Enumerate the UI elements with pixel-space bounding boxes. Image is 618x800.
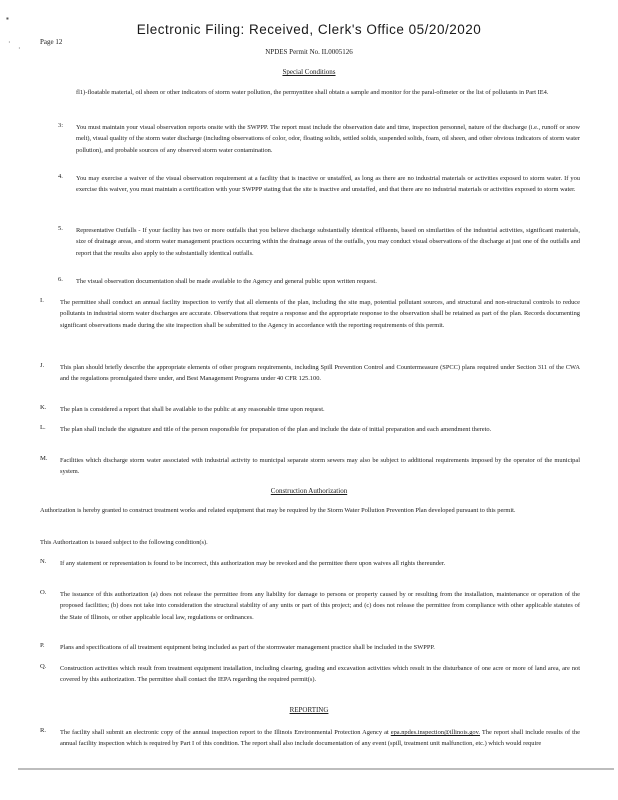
list-item: You must maintain your visual observation reports onsite with the SWPPP. The report must include the observation date and time, inspection personnel, nature of the discharge (i.e., runoff or snow melt), visual quality of the storm water discharge (including observations of color, odor, floating solids, settled solids, suspended solids, foam, oil sheen, and other obvious indicators of storm water pollution), and probable sources of any observed storm water contamination. — [76, 124, 580, 154]
filing-stamp: Electronic Filing: Received, Clerk's Office 05/20/2020 — [136, 22, 482, 37]
item-marker: O. — [40, 589, 47, 596]
list-item: The permittee shall conduct an annual facility inspection to verify that all elements of the plan, including the site map, potential pollutant sources, and structural and non-structural controls to reduce pollutants in industrial storm water discharges are accurate. Observations that require a response and the appropriate response to the observation shall be retained as part of the plan. Records documenting significant observations made during the site inspection shall be submitted to the Agency in accordance with the reporting requirements of this permit. — [60, 299, 580, 329]
list-item: Representative Outfalls - If your facility has two or more outfalls that you believe discharge substantially identical effluents, based on similarities of the industrial activities, significant materials, size of drainage areas, and storm water management practices occurring within the drainage areas of the outfalls, you may conduct visual observations of the discharge at just one of the outfalls and report that the results also apply to the substantially identical outfalls. — [76, 227, 580, 257]
list-item: The plan is considered a report that shall be available to the public at any reasonable time upon request. — [60, 406, 325, 413]
section-heading-construction: Construction Authorization — [270, 487, 348, 495]
permit-number: NPDES Permit No. IL0005126 — [265, 48, 353, 56]
list-item: You may exercise a waiver of the visual observation requirement at a facility that is inactive or unstaffed, as long as there are no industrial materials or activities exposed to storm water. If you exercise this waiver, you must maintain a certification with your SWPPP stating that the site is inactive and unstaffed, and that there are no industrial materials or activities exposed to storm water. — [76, 175, 580, 194]
item-marker: K. — [40, 404, 47, 411]
list-item: Construction activities which result from treatment equipment installation, including clearing, grading and excavation activities which result in the disturbance of one acre or more of land area, are not covered by this authorization. The permittee shall contact the IEPA regarding the required permit(s). — [60, 665, 580, 684]
item-marker: 4. — [58, 173, 63, 180]
scan-speck: · — [8, 38, 11, 47]
item-marker: M. — [40, 455, 48, 462]
list-item: The visual observation documentation shall be made available to the Agency and general public upon written request. — [76, 278, 377, 285]
email-link[interactable]: epa.npdes.inspection@illinois.gov. — [390, 729, 480, 736]
paragraph-construction-note: This Authorization is issued subject to the following condition(s). — [40, 539, 208, 546]
list-item: Plans and specifications of all treatment equipment being included as part of the stormwater management practice shall be included in the SWPPP. — [60, 644, 435, 651]
list-item: The plan shall include the signature and title of the person responsible for preparation of the plan and include the date of initial preparation and each amendment thereto. — [60, 426, 492, 433]
list-item: The issuance of this authorization (a) does not release the permittee from any liability for damage to persons or property caused by or resulting from the installation, maintenance or operation of the proposed facilities; (b) does not take into consideration the structural stability of any units or part of this project; and (c) does not release the permittee from compliance with other applicable statutes of the State of Illinois, or other applicable local law, regulations or ordinances. — [60, 591, 580, 621]
list-item: Facilities which discharge storm water associated with industrial activity to municipal separate storm sewers may also be subject to additional requirements imposed by the operator of the municipal system. — [60, 457, 580, 476]
paragraph-intro: fl1)-floatable material, oil sheen or other indicators of storm water pollution, the permyntitee shall obtain a sample and monitor for the paral-ofimeter or the list of pollutants in Part IE4. — [76, 89, 549, 96]
item-marker: P. — [40, 642, 45, 649]
paragraph-construction-intro: Authorization is hereby granted to construct treatment works and related equipment that may be required by the Storm Water Pollution Prevention Plan developed pursuant to this permit. — [40, 507, 516, 514]
page-number: Page 12 — [40, 38, 63, 46]
page-bottom-rule — [18, 768, 614, 770]
item-marker: 3: — [58, 122, 64, 129]
item-marker: I. — [40, 297, 44, 304]
scan-speck: ▪ — [6, 14, 9, 23]
list-item: If any statement or representation is found to be incorrect, this authorization may be revoked and the permittee there upon waives all rights thereunder. — [60, 560, 446, 567]
item-marker: J. — [40, 362, 45, 369]
list-item: The facility shall submit an electronic copy of the annual inspection report to the Illinois Environmental Protection Agency at epa.npdes.inspection@illinois.gov. The report shall include results of the annual facility inspection which is required by Part I of this condition. The report shall also include documentation of any event (spill, treatment unit malfunction, etc.) which would require — [60, 729, 580, 748]
list-item: This plan should briefly describe the appropriate elements of other program requirements, including Spill Prevention Control and Countermeasure (SPCC) plans required under Section 311 of the CWA and the regulations promulgated there under, and Best Management Programs under 40 CFR 125.100. — [60, 364, 580, 383]
scan-speck: · — [18, 44, 21, 53]
item-marker: R. — [40, 727, 47, 734]
section-heading-special-conditions: Special Conditions — [282, 68, 336, 76]
item-marker: 5. — [58, 225, 63, 232]
item-marker: Q. — [40, 663, 47, 670]
item-marker: N. — [40, 558, 47, 565]
section-heading-reporting: REPORTING — [289, 706, 329, 714]
item-marker: L. — [40, 424, 46, 431]
item-marker: 6. — [58, 276, 63, 283]
